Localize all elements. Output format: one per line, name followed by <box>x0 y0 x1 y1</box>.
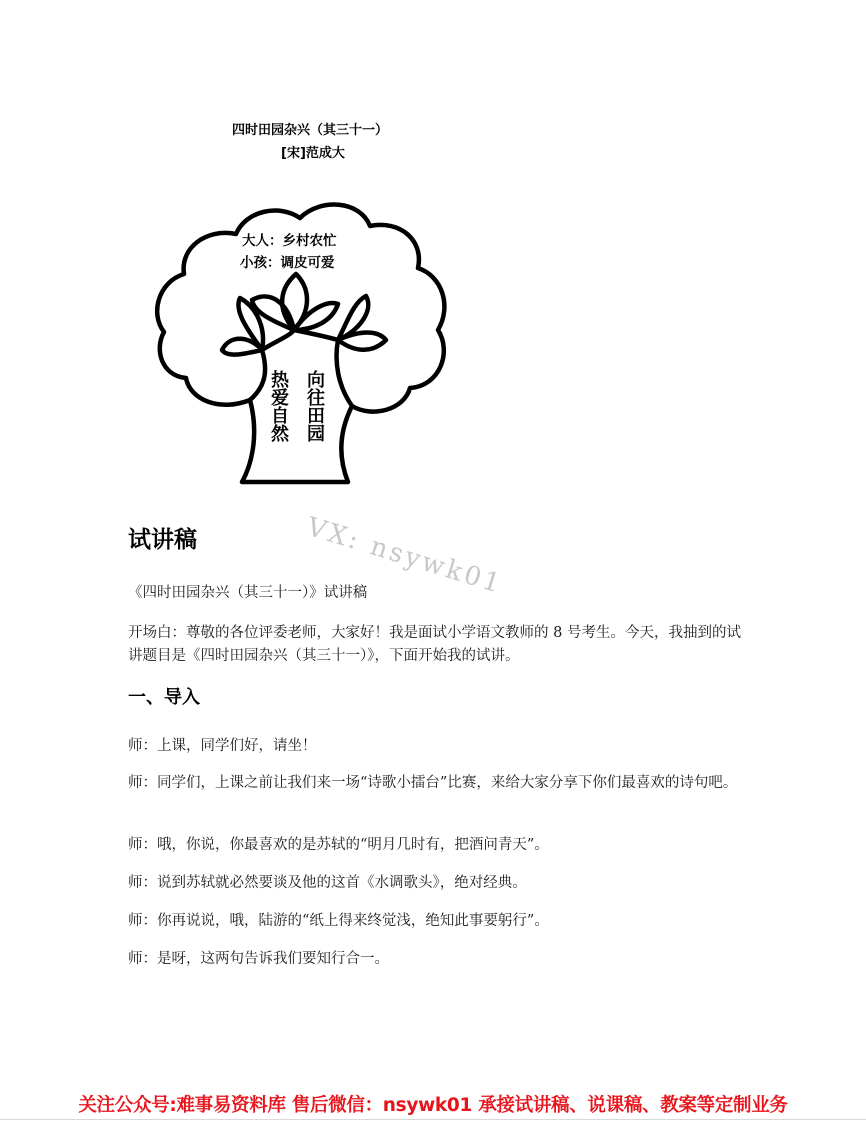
doc-title: 《四时田园杂兴（其三十一）》试讲稿 <box>128 585 368 601</box>
subheading-intro: 一、导入 <box>128 687 200 708</box>
poem-author: [宋]范成大 <box>281 146 345 161</box>
watermark: VX: nsywk01 <box>303 512 507 601</box>
dialogue-line: 师：上课，同学们好，请坐！ <box>128 738 317 754</box>
dialogue-line: 师：同学们，上课之前让我们来一场“诗歌小擂台”比赛，来给大家分享下你们最喜欢的诗句吧。 <box>128 775 738 791</box>
canopy-line-adults: 大人：乡村农忙 <box>242 233 337 249</box>
footer-divider <box>0 1119 866 1120</box>
opening-paragraph: 开场白：尊敬的各位评委老师，大家好！我是面试小学语文教师的 8 号考生。今天，我抽到的试讲题目是《四时田园杂兴（其三十一）》，下面开始我的试讲。 <box>128 625 741 664</box>
dialogue-line: 师：哦，你说，你最喜欢的是苏轼的“明月几时有，把酒问青天”。 <box>128 837 549 853</box>
tree-diagram <box>150 190 460 500</box>
trunk-text-right: 向往田园 <box>304 370 325 442</box>
footer-promo-banner: 关注公众号:难事易资料库 售后微信：nsywk01 承接试讲稿、说课稿、教案等定制业务 <box>78 1095 788 1116</box>
canopy-line-children: 小孩：调皮可爱 <box>240 255 335 271</box>
trunk-text-left: 热爱自然 <box>268 370 289 442</box>
dialogue-line: 师：说到苏轼就必然要谈及他的这首《水调歌头》，绝对经典。 <box>128 875 527 891</box>
dialogue-line: 师：你再说说，哦，陆游的“纸上得来终觉浅，绝知此事要躬行”。 <box>128 913 549 929</box>
dialogue-line: 师：是呀，这两句告诉我们要知行合一。 <box>128 951 389 967</box>
poem-title: 四时田园杂兴（其三十一） <box>231 123 388 138</box>
section-title: 试讲稿 <box>128 527 197 553</box>
